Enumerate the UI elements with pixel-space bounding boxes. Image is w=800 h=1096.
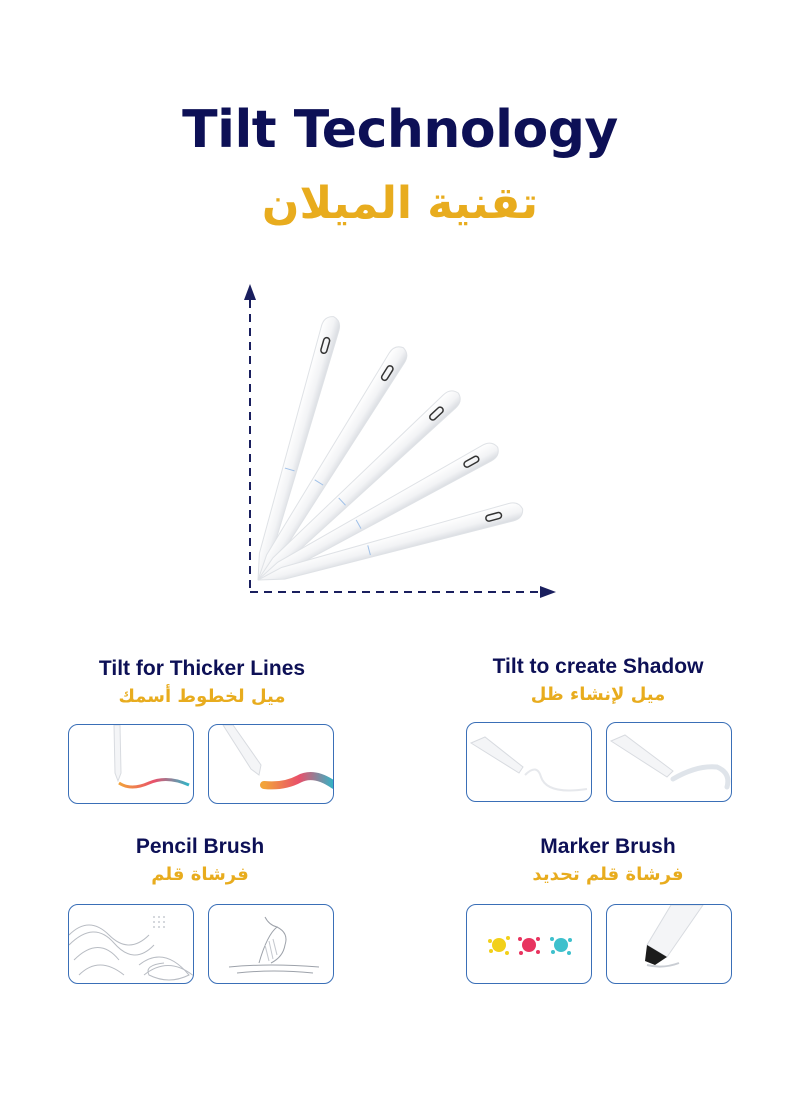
page-title: Tilt Technology xyxy=(182,100,618,160)
feature-title-shadow: Tilt to create Shadow xyxy=(492,655,704,678)
feature-subtitle-marker-brush: فرشاة قلم تحديد xyxy=(532,864,684,885)
yellow-splash-icon xyxy=(488,936,510,955)
page-subtitle-arabic: تقنية الميلان xyxy=(261,178,539,229)
tilt-diagram xyxy=(230,280,570,610)
thicker-lines-image-2 xyxy=(208,724,334,804)
shadow-image-2 xyxy=(606,722,732,802)
marker-brush-image-2 xyxy=(606,904,732,984)
marker-brush-image-1 xyxy=(466,904,592,984)
cyan-splash-icon xyxy=(550,937,572,955)
feature-title-marker-brush: Marker Brush xyxy=(540,835,676,858)
pencil-brush-image-1 xyxy=(68,904,194,984)
thicker-lines-image-1 xyxy=(68,724,194,804)
axis-arrow-up-icon xyxy=(244,284,256,300)
feature-subtitle-shadow: ميل لإنشاء ظل xyxy=(530,684,666,705)
feature-subtitle-thicker-lines: ميل لخطوط أسمك xyxy=(118,686,286,707)
shadow-image-1 xyxy=(466,722,592,802)
pink-splash-icon xyxy=(518,937,540,955)
pencil-brush-image-2 xyxy=(208,904,334,984)
axis-arrow-right-icon xyxy=(540,586,556,598)
feature-title-pencil-brush: Pencil Brush xyxy=(135,835,265,858)
feature-subtitle-pencil-brush: فرشاة قلم xyxy=(151,864,249,885)
feature-title-thicker-lines: Tilt for Thicker Lines xyxy=(98,657,306,680)
